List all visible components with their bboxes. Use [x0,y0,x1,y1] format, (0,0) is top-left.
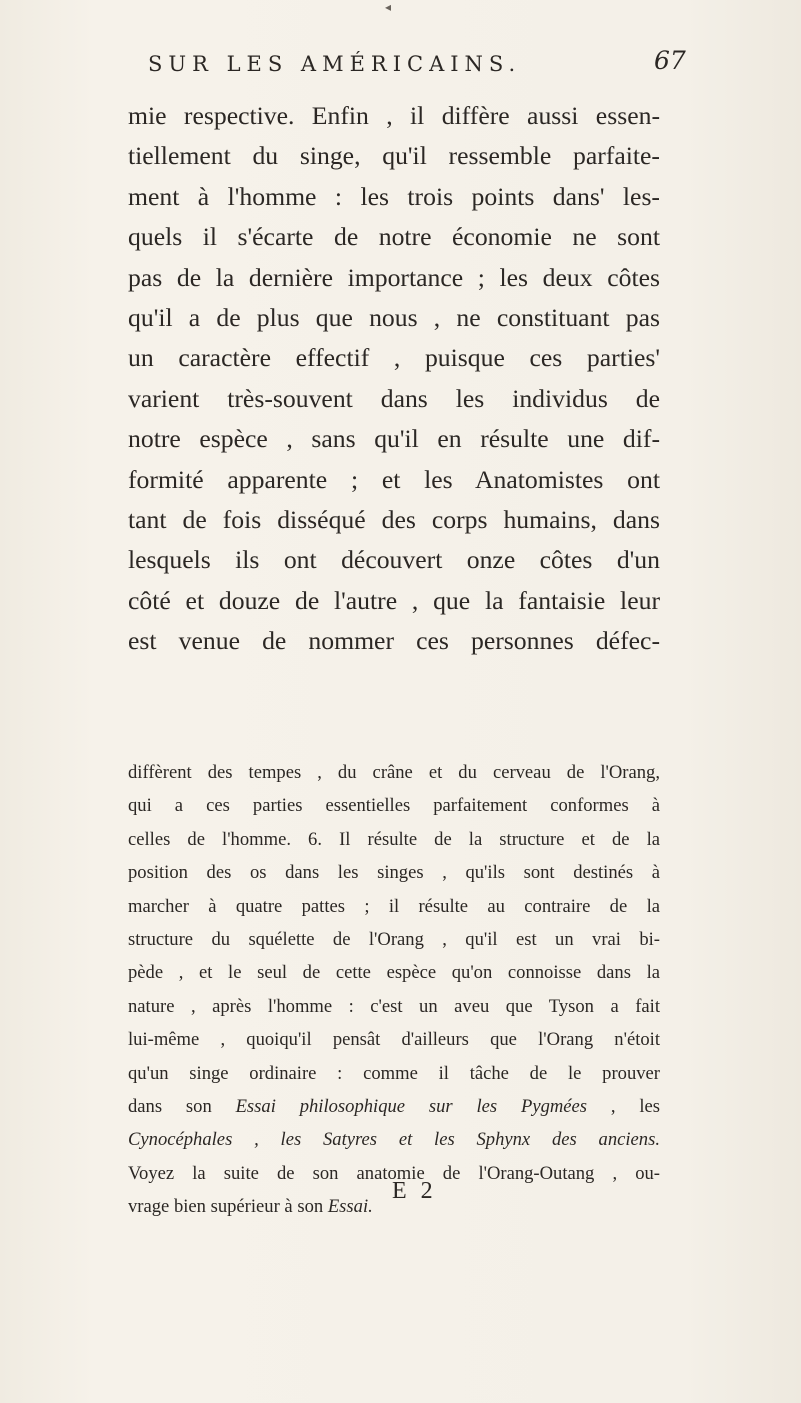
main-text-line: tant de fois disséqué des corps humains, dans [128,504,660,534]
page-number: 67 [654,46,686,75]
main-text-line: varient très-souvent dans les individus de [128,383,660,413]
footnote-line [128,1123,660,1156]
main-text-line: formité apparente ; et les Anatomistes ont [128,464,660,494]
footnote-text: , les [610,1095,661,1117]
footnote-line: lui-même , quoiqu'il pensât d'ailleurs que l'Orang n'étoit [128,1029,660,1051]
main-text-line: tiellement du singe, qu'il ressemble parfaite- [128,141,660,171]
footnote-line: diffèrent des tempes , du crâne et du cerveau de l'Orang, [128,762,660,783]
main-text-line: qu'il a de plus que nous , ne constituant pas [128,302,660,332]
footnote-line: nature , après l'homme : c'est un aveu que Tyson a fait [128,995,660,1017]
footnote-text: dans son [128,1095,212,1117]
top-margin-mark: ◂ [385,0,392,14]
main-text-line: est venue de nommer ces personnes défec- [128,626,660,656]
footnote-block [128,756,660,1223]
running-head: SUR LES AMÉRICAINS. [148,52,522,76]
footnote-line: marcher à quatre pattes ; il résulte au contraire de la [128,895,660,917]
main-text-line: un caractère effectif , puisque ces parties' [128,343,660,373]
main-text-line: pas de la dernière importance ; les deux côtes [128,262,660,292]
footnote-line: structure du squélette de l'Orang , qu'il est un vrai bi- [128,928,660,950]
main-text-line: quels il s'écarte de notre économie ne sont [128,222,660,252]
footnote-line: qu'un singe ordinaire : comme il tâche de le prouver [128,1062,660,1084]
footnote-line: pède , et le seul de cette espèce qu'on connoisse dans la [128,962,660,984]
main-text-line: ment à l'homme : les trois points dans' les- [128,181,660,211]
main-text-block [128,96,660,661]
main-text-line: lesquels ils ont découvert onze côtes d'un [128,545,660,575]
main-text-line: côté et douze de l'autre , que la fantaisie leur [128,585,660,615]
signature-mark: E 2 [392,1178,437,1204]
book-title-italic: Cynocéphales , les Satyres et les Sphynx des anciens. [128,1129,660,1151]
main-text-line: notre espèce , sans qu'il en résulte une dif- [128,424,660,454]
footnote-line: position des os dans les singes , qu'ils sont destinés à [128,862,660,884]
footnote-line: Voyez la suite de son anatomie de l'Orang-Outang , ou- [128,1162,660,1184]
main-text-line: mie respective. Enfin , il diffère aussi essen- [128,101,660,130]
footnote-line [128,1090,660,1123]
book-title-italic: Essai. [327,1196,373,1218]
footnote-line: celles de l'homme. 6. Il résulte de la structure et de la [128,828,660,850]
footnote-line: qui a ces parties essentielles parfaitement conformes à [128,795,660,817]
footnote-text: vrage bien supérieur à son [128,1196,324,1218]
book-title-italic: Essai philosophique sur les Pygmées [235,1095,588,1117]
